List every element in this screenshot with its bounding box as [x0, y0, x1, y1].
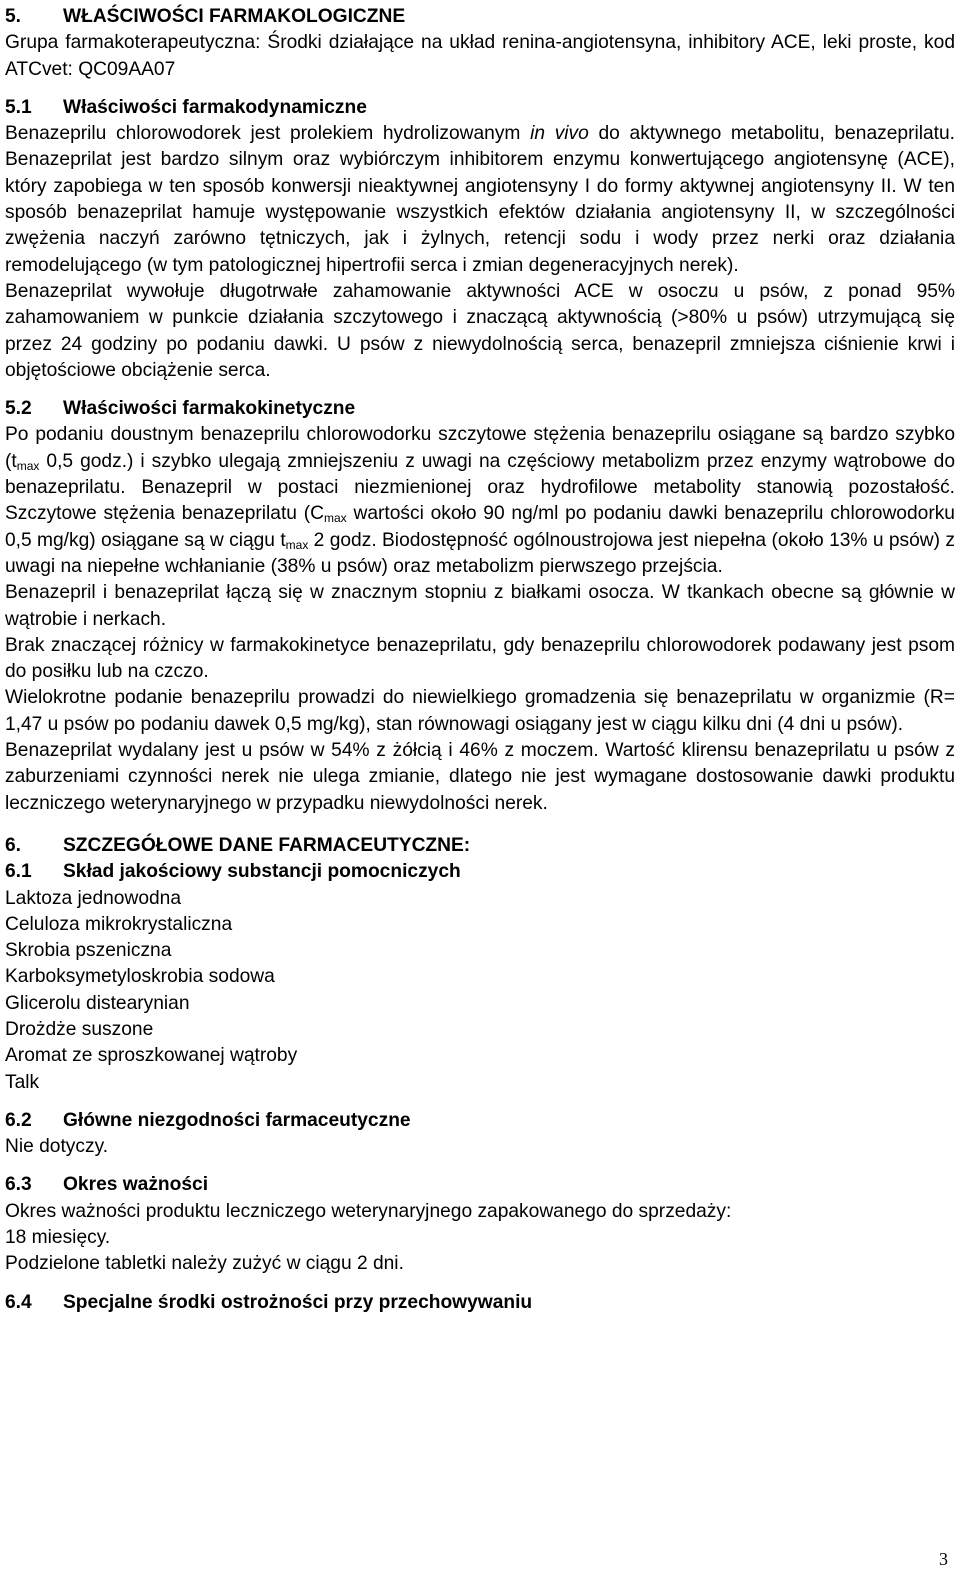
section-6-1-heading [5, 859, 955, 885]
pharmacokinetics-paragraph-5: Benazeprilat wydalany jest u psów w 54% z żółcią i 46% z moczem. Wartość klirensu benazeprilatu u psów z zaburzeniami czynności nerek nie ulega zmianie, dlatego nie jest wymagane dostosowanie dawki produktu leczniczego weterynaryjnego w przypadku niewydolności nerek. [5, 740, 955, 814]
section-number: 6.2 [5, 1109, 32, 1131]
subscript: max [285, 537, 309, 552]
section-number: 5. [5, 6, 22, 27]
text-run: Po podaniu doustnym benazeprilu chlorowodorku szczytowe stężenia benazeprilu osiągane są bardzo szybko (t [5, 424, 955, 472]
section-title: Właściwości farmakodynamiczne [63, 96, 367, 118]
section-6-3-heading [5, 1172, 955, 1198]
list-item: Skrobia pszeniczna [5, 940, 172, 962]
pharmacokinetics-paragraph-3: Brak znaczącej różnicy w farmakokinetyce benazeprilatu, gdy benazeprilu chlorowodorek podawany jest psom do posiłku lub na czczo. [5, 634, 955, 683]
section-number: 6.3 [5, 1174, 32, 1196]
pharmacodynamics-paragraph-1 [5, 121, 955, 279]
text-run: Benazeprilu chlorowodorek jest prolekiem hydrolizowanym [5, 123, 531, 145]
list-item: Drożdże suszone [5, 1018, 154, 1040]
section-title: Skład jakościowy substancji pomocniczych [63, 861, 461, 883]
pharmacotherapeutic-group: Grupa farmakoterapeutyczna: Środki działające na układ renina-angiotensyna, inhibitory ACE, leki proste, kod ATCvet: QC09AA07 [5, 32, 955, 80]
section-number: 6.1 [5, 861, 32, 883]
page-number: 3 [939, 1549, 948, 1569]
section-6-4-heading [5, 1290, 955, 1316]
section-number: 5.1 [5, 96, 32, 118]
subscript: max [16, 458, 40, 473]
pharmacodynamics-paragraph-2: Benazeprilat wywołuje długotrwałe zahamowanie aktywności ACE w osoczu u psów, z ponad 95% zahamowaniem w punkcie działania szczytowego i znaczącą aktywnością (>80% u psów) utrzymującą się przez 24 godziny po podaniu dawki. U psów z niewydolnością serca, benazepril zmniejsza ciśnienie krwi i objętościowe obciążenie serca. [5, 280, 955, 381]
shelf-life-line: Okres ważności produktu leczniczego weterynaryjnego zapakowanego do sprzedaży: [5, 1200, 732, 1222]
excipients-list [5, 886, 955, 1096]
pharmacokinetics-paragraph-1 [5, 422, 955, 580]
section-5-1-heading [5, 95, 955, 121]
section-title: SZCZEGÓŁOWE DANE FARMACEUTYCZNE: [63, 834, 471, 856]
list-item: Laktoza jednowodna [5, 887, 182, 909]
text-run: 0,5 godz.) i szybko ulegają zmniejszeniu z uwagi na częściowy metabolizm przez enzymy wątrobowe do benazeprilatu. Benazepril w postaci niezmienionej oraz hydrofilowe metabolity stanowią pozostałość. Szczytowe stężenia benazeprilatu (C [5, 450, 955, 525]
section-title: Specjalne środki ostrożności przy przechowywaniu [63, 1291, 533, 1313]
section-5-heading [5, 4, 955, 30]
subscript: max [324, 511, 347, 526]
divided-tablets-line: Podzielone tabletki należy zużyć w ciągu 2 dni. [5, 1253, 404, 1275]
section-number: 6.4 [5, 1291, 32, 1313]
section-6-heading [5, 833, 955, 859]
section-title: Właściwości farmakokinetyczne [63, 398, 356, 420]
pharmacokinetics-paragraph-2: Benazepril i benazeprilat łączą się w znacznym stopniu z białkami osocza. W tkankach obecne są głównie w wątrobie i nerkach. [5, 582, 955, 630]
list-item: Karboksymetyloskrobia sodowa [5, 966, 275, 988]
list-item: Talk [5, 1071, 40, 1093]
document-page [5, 4, 955, 1316]
text-run: wartości około 90 ng/ml po podaniu dawki benazeprilu chlorowodorku 0,5 mg/kg) osiągane są w ciągu t [5, 503, 955, 551]
list-item: Celuloza mikrokrystaliczna [5, 913, 233, 935]
text-run: do aktywnego metabolitu, benazeprilatu. Benazeprilat jest bardzo silnym oraz wybiórczym inhibitorem enzymu konwertującego angiotensynę (ACE), który zapobiega w ten sposób konwersji nieaktywnej angiotensyny I do formy aktywnej angiotensyny II. W ten sposób benazeprilat hamuje występowanie wszystkich efektów działania angiotensyny II, w szczególności zwężenia naczyń zarówno tętniczych, jak i żylnych, retencji sodu i wody przez nerki oraz działania remodelującego (w tym patologicznej hipertrofii serca i zmian degeneracyjnych nerek). [5, 123, 955, 276]
section-title: WŁAŚCIWOŚCI FARMAKOLOGICZNE [63, 6, 406, 27]
incompatibilities-text: Nie dotyczy. [5, 1136, 109, 1158]
pharmacokinetics-paragraph-4: Wielokrotne podanie benazeprilu prowadzi do niewielkiego gromadzenia się benazeprilatu w organizmie (R= 1,47 u psów po podaniu dawek 0,5 mg/kg), stan równowagi osiągany jest w ciągu kilku dni (4 dni u psów). [5, 687, 955, 735]
text-run: 2 godz. Biodostępność ogólnoustrojowa jest niepełna (około 13% u psów) z uwagi na niepełne wchłanianie (38% u psów) oraz metabolizm pierwszego przejścia. [5, 529, 955, 577]
section-number: 6. [5, 834, 22, 856]
list-item: Aromat ze sproszkowanej wątroby [5, 1045, 298, 1067]
section-title: Okres ważności [63, 1174, 209, 1196]
shelf-life-value: 18 miesięcy. [5, 1227, 111, 1249]
list-item: Glicerolu distearynian [5, 992, 190, 1014]
italic-term: in vivo [530, 123, 589, 145]
section-number: 5.2 [5, 398, 32, 420]
section-5-2-heading [5, 396, 955, 422]
section-title: Główne niezgodności farmaceutyczne [63, 1109, 411, 1131]
section-6-2-heading [5, 1108, 955, 1134]
